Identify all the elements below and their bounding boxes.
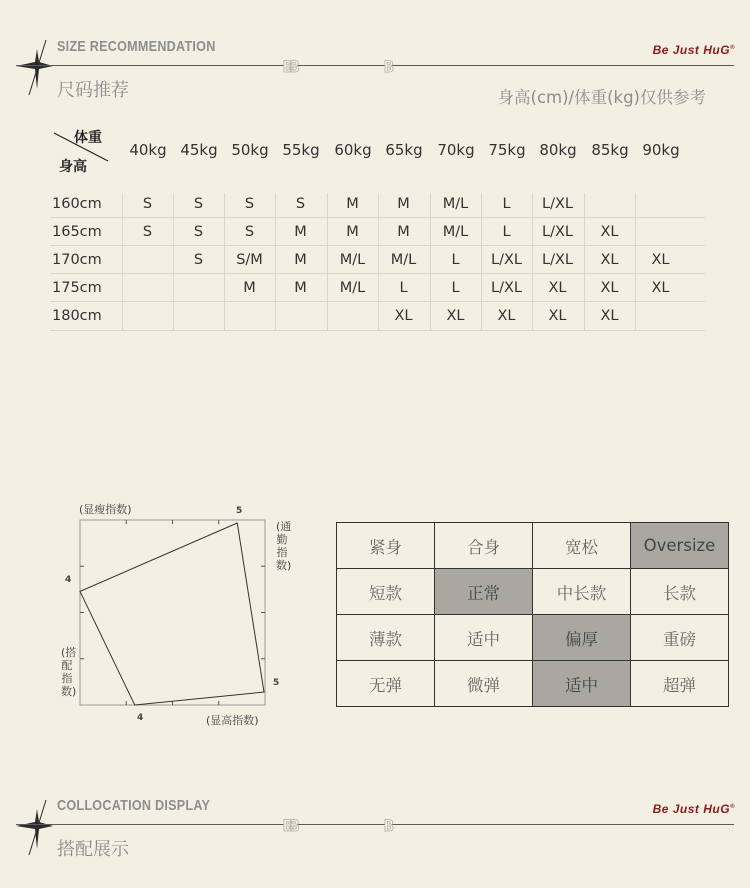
corner-height-label: 身高 bbox=[59, 159, 87, 175]
attribute-cell: 短款 bbox=[337, 569, 435, 615]
attribute-cell: 紧身 bbox=[337, 523, 435, 569]
weight-label: 75kg bbox=[488, 141, 526, 159]
size-cell: S bbox=[193, 252, 204, 268]
attribute-cell-selected: 偏厚 bbox=[533, 615, 631, 661]
height-label: 175cm bbox=[52, 280, 102, 296]
size-cell: M/L bbox=[339, 252, 366, 268]
size-cell: XL bbox=[548, 308, 567, 324]
attribute-cell-selected: Oversize bbox=[631, 523, 729, 569]
size-cell: S bbox=[244, 224, 255, 240]
radar-chart bbox=[70, 510, 280, 720]
attribute-cell: 中长款 bbox=[533, 569, 631, 615]
grid-line bbox=[50, 273, 705, 274]
size-cell: XL bbox=[600, 252, 619, 268]
size-cell: M/L bbox=[390, 252, 417, 268]
radar-value-top: 5 bbox=[236, 506, 243, 516]
attribute-cell: 宽松 bbox=[533, 523, 631, 569]
weight-label: 70kg bbox=[437, 141, 475, 159]
size-cell: XL bbox=[548, 280, 567, 296]
size-cell: M bbox=[346, 224, 359, 240]
height-label: 180cm bbox=[52, 308, 102, 324]
attribute-cell: 合身 bbox=[435, 523, 533, 569]
watermark-logo: BB bbox=[283, 57, 297, 76]
size-cell: S bbox=[295, 196, 306, 212]
weight-label: 50kg bbox=[231, 141, 269, 159]
size-cell: M bbox=[397, 224, 410, 240]
size-cell: L bbox=[502, 196, 511, 212]
attribute-cell: 微弹 bbox=[435, 661, 533, 707]
grid-line bbox=[122, 193, 123, 331]
radar-value-bottom: 4 bbox=[137, 713, 144, 723]
section-subtitle: 搭配展示 bbox=[57, 839, 129, 860]
attribute-cell-selected: 正常 bbox=[435, 569, 533, 615]
table-note: 身高(cm)/体重(kg)仅供参考 bbox=[497, 88, 706, 107]
size-cell: L bbox=[451, 252, 460, 268]
radar-label-left: (搭配指数) bbox=[61, 646, 77, 698]
size-cell: S bbox=[142, 196, 153, 212]
weight-label: 60kg bbox=[334, 141, 372, 159]
radar-shape bbox=[80, 523, 264, 705]
size-cell: L/XL bbox=[491, 252, 522, 268]
weight-label: 40kg bbox=[129, 141, 167, 159]
size-cell: M bbox=[294, 280, 307, 296]
size-cell: XL bbox=[600, 308, 619, 324]
section-title: COLLOCATION DISPLAY bbox=[57, 797, 211, 814]
size-cell: L/XL bbox=[542, 252, 573, 268]
height-label: 170cm bbox=[52, 252, 102, 268]
weight-label: 45kg bbox=[180, 141, 218, 159]
section-subtitle: 尺码推荐 bbox=[57, 80, 129, 101]
corner-diagonal bbox=[52, 130, 112, 166]
section-title: SIZE RECOMMENDATION bbox=[57, 38, 216, 55]
size-cell: M bbox=[397, 196, 410, 212]
radar-label-right: (通勤指数) bbox=[276, 520, 292, 572]
watermark-logo: B bbox=[384, 816, 391, 835]
radar-label-bottom: (显高指数) bbox=[206, 714, 259, 727]
brand-logo: Be Just HuG® bbox=[652, 43, 735, 57]
height-label: 160cm bbox=[52, 196, 102, 212]
grid-line bbox=[50, 301, 705, 302]
size-cell: M bbox=[346, 196, 359, 212]
weight-label: 90kg bbox=[642, 141, 680, 159]
size-cell: XL bbox=[394, 308, 413, 324]
radar-value-left: 4 bbox=[65, 575, 72, 585]
weight-label: 55kg bbox=[282, 141, 320, 159]
size-cell: XL bbox=[446, 308, 465, 324]
grid-line bbox=[50, 217, 705, 218]
divider bbox=[16, 824, 734, 825]
radar-frame bbox=[80, 520, 265, 705]
attribute-cell: 长款 bbox=[631, 569, 729, 615]
size-cell: XL bbox=[600, 224, 619, 240]
size-cell: M/L bbox=[442, 196, 469, 212]
attribute-cell: 重磅 bbox=[631, 615, 729, 661]
size-cell: S bbox=[244, 196, 255, 212]
grid-line bbox=[50, 330, 705, 331]
weight-label: 65kg bbox=[385, 141, 423, 159]
size-cell: M bbox=[243, 280, 256, 296]
size-cell: XL bbox=[600, 280, 619, 296]
size-cell: M bbox=[294, 252, 307, 268]
weight-label: 85kg bbox=[591, 141, 629, 159]
attribute-cell: 超弹 bbox=[631, 661, 729, 707]
size-cell: S bbox=[142, 224, 153, 240]
size-cell: L bbox=[399, 280, 408, 296]
watermark-logo: BB bbox=[283, 816, 297, 835]
size-cell: XL bbox=[651, 252, 670, 268]
size-cell: XL bbox=[651, 280, 670, 296]
weight-label: 80kg bbox=[539, 141, 577, 159]
size-cell: XL bbox=[497, 308, 516, 324]
radar-value-right: 5 bbox=[273, 678, 280, 688]
radar-label-top: (显瘦指数) bbox=[79, 503, 132, 516]
size-cell: M bbox=[294, 224, 307, 240]
attribute-cell: 薄款 bbox=[337, 615, 435, 661]
grid-line bbox=[50, 245, 705, 246]
attribute-cell: 无弹 bbox=[337, 661, 435, 707]
corner-weight-label: 体重 bbox=[74, 130, 102, 146]
size-cell: M/L bbox=[442, 224, 469, 240]
size-cell: L/XL bbox=[542, 224, 573, 240]
attribute-cell-selected: 适中 bbox=[533, 661, 631, 707]
size-cell: L/XL bbox=[491, 280, 522, 296]
attribute-cell: 适中 bbox=[435, 615, 533, 661]
watermark-logo: B bbox=[384, 57, 391, 76]
size-cell: S bbox=[193, 196, 204, 212]
size-cell: L bbox=[451, 280, 460, 296]
size-cell: M/L bbox=[339, 280, 366, 296]
size-cell: S/M bbox=[236, 252, 263, 268]
size-cell: L bbox=[502, 224, 511, 240]
size-cell: S bbox=[193, 224, 204, 240]
height-label: 165cm bbox=[52, 224, 102, 240]
attribute-table bbox=[336, 522, 729, 707]
divider bbox=[16, 65, 734, 66]
brand-logo: Be Just HuG® bbox=[652, 802, 735, 816]
size-cell: L/XL bbox=[542, 196, 573, 212]
